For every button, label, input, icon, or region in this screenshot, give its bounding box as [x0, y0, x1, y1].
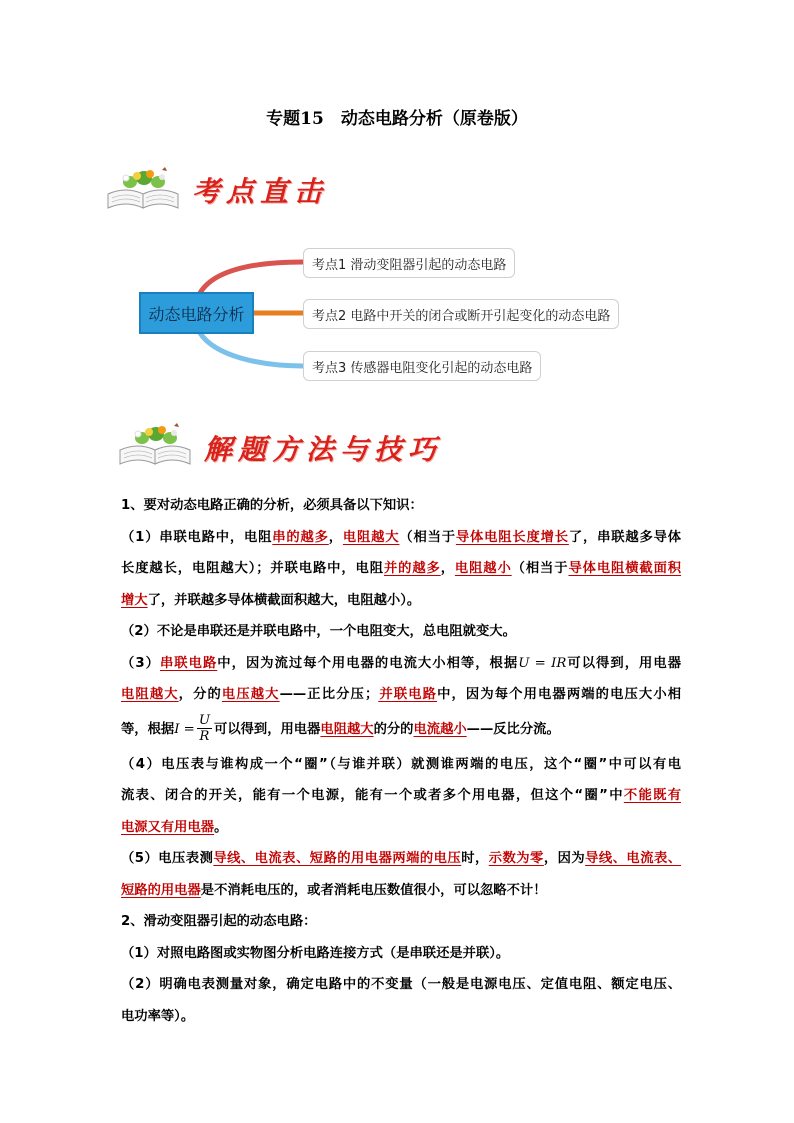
paragraph: （1）对照电路图或实物图分析电路连接方式（是串联还是并联）。 — [121, 945, 510, 961]
paragraph: （1）串联电路中，电阻串的越多，电阻越大（相当于导体电阻长度增长了，串联越多导体 — [121, 529, 682, 545]
formula-ohm: U = IR — [518, 655, 567, 671]
paragraph: 流表、闭合的开关，能有一个电源，能有一个或者多个用电器，但这个“圈”中不能既有 — [121, 788, 682, 803]
paragraph: 1、要对动态电路正确的分析，必须具备以下知识： — [121, 498, 423, 513]
paragraph: （3）串联电路中，因为流过每个用电器的电流大小相等，根据U = IR可以得到，用电器 — [121, 655, 682, 671]
paragraph: 长度越长，电阻越大）；并联电路中，电阻并的越多，电阻越小（相当于导体电阻横截面积 — [121, 561, 682, 576]
body-text — [121, 490, 681, 1032]
mindmap-node-3: 考点3 传感器电阻变化引起的动态电路 — [303, 351, 541, 381]
paragraph: 增大了，并联越多导体横截面积越大，电阻越小）。 — [121, 592, 421, 608]
section-heading-methods: 解题方法与技巧 — [204, 433, 443, 466]
paragraph: 短路的用电器是不消耗电压的，或者消耗电压数值很小，可以忽略不计！ — [121, 882, 547, 898]
mindmap-node-2: 考点2 电路中开关的闭合或断开引起变化的动态电路 — [303, 299, 619, 329]
mindmap-node-1: 考点1 滑动变阻器引起的动态电路 — [303, 248, 515, 278]
section-heading-exam-points: 考点直击 — [192, 175, 329, 208]
paragraph: （4）电压表与谁构成一个“圈”（与谁并联）就测谁两端的电压，这个“圈”中可以有电 — [121, 756, 681, 772]
open-book-flowers-icon — [116, 420, 194, 468]
mindmap-root: 动态电路分析 — [139, 292, 254, 334]
paragraph: 2、滑动变阻器引起的动态电路： — [121, 914, 317, 929]
paragraph: 电功率等）。 — [121, 1008, 195, 1024]
open-book-flowers-icon — [104, 164, 182, 212]
paragraph: 电源又有用电器。 — [121, 819, 228, 835]
formula-fraction: $\frac{U}{R}$ — [198, 713, 211, 744]
paragraph: （5）电压表测导线、电流表、短路的用电器两端的电压时，示数为零，因为导线、电流表、 — [121, 851, 682, 866]
paragraph: （2）不论是串联还是并联电路中，一个电阻变大，总电阻就变大。 — [121, 624, 516, 639]
page-title: 专题15 动态电路分析（原卷版） — [266, 109, 528, 129]
paragraph: 电阻越大，分的电压越大——正比分压；并联电路中，因为每个用电器两端的电压大小相 — [121, 687, 682, 702]
paragraph: 等，根据I = $\frac{U}{R}$ 可以得到，用电器电阻越大的分的电流越小——反比分流。 — [121, 713, 560, 744]
paragraph: （2）明确电表测量对象，确定电路中的不变量（一般是电源电压、定值电阻、额定电压、 — [121, 977, 681, 992]
